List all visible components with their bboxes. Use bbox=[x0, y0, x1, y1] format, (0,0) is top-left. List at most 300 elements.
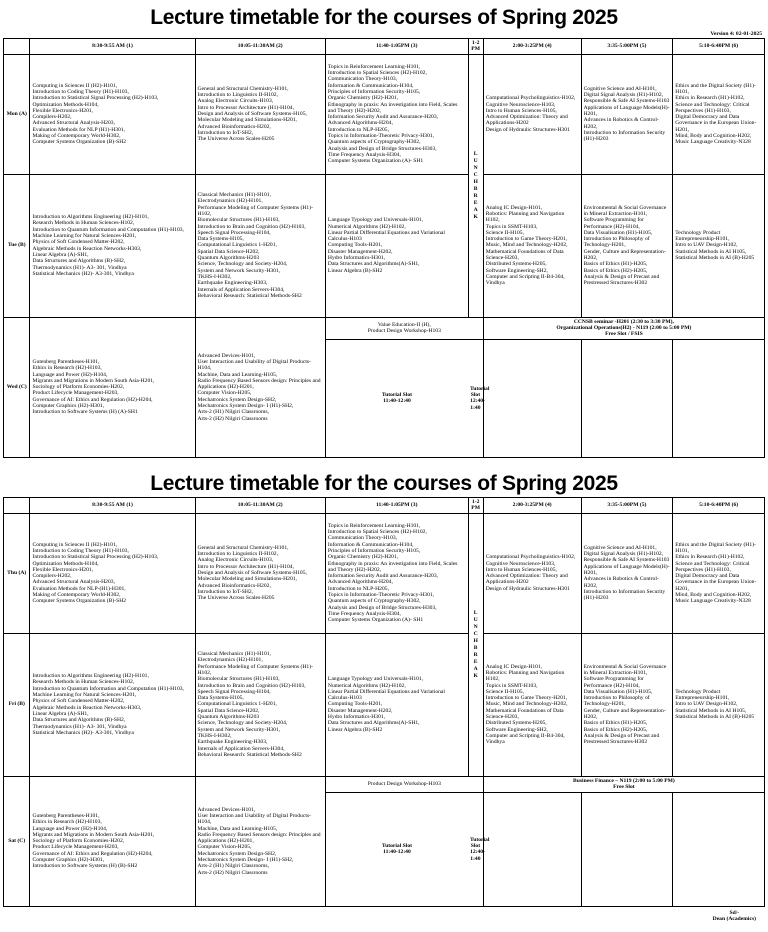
course-entry: Time Frequency Analysis-H304, bbox=[327, 152, 401, 158]
course-entry: 11:40-12:40 bbox=[383, 849, 411, 856]
course-entry: Arts-2 (H1) Nilgiri Classrooms, bbox=[197, 409, 269, 416]
course-entry: Applications of Language Models(H)-H201, bbox=[583, 104, 670, 117]
slot-header: 10:05-11:30AM (2) bbox=[195, 39, 325, 55]
course-entry: Topics in Information-Theoretic Privacy-H301, bbox=[327, 133, 435, 140]
course-entry: Principles of Information Security-H105, bbox=[327, 547, 421, 554]
empty-cell bbox=[581, 339, 673, 457]
course-entry: Performance Modeling of Computer Systems (H1)-H102, bbox=[197, 204, 313, 217]
course-entry: Statistical Mechanics (H2)- A3-301, Vindhya bbox=[32, 270, 134, 277]
course-entry: Introduction to Software Systems (H) (A)-SH1 bbox=[32, 409, 138, 416]
course-entry: Data Visualisation (H1)-H105, bbox=[583, 229, 653, 236]
slot-cell bbox=[581, 513, 673, 633]
course-entry: Computer Vision-H205, bbox=[197, 844, 252, 851]
course-entry: Design of Hydraulic Structures-H301 bbox=[485, 126, 570, 133]
course-entry: Analysis & Design of Precast and Prestressed Structures-H302 bbox=[583, 274, 660, 287]
course-entry: Introduction to Quantum Information and Computation (H1)-H103, bbox=[32, 226, 184, 233]
slot-cell bbox=[581, 174, 673, 317]
course-entry: Research Methods in Human Sciences-H102, bbox=[32, 220, 135, 227]
course-entry: Environmental & Social Governance in Mineral Extraction-H101, bbox=[583, 204, 667, 217]
course-entry: Computer Systems Organization (A)- SH1 bbox=[327, 617, 424, 624]
course-entry: Performance Modeling of Computer Systems (H1)-H102, bbox=[197, 663, 313, 676]
course-entry: Digital Signal Analysis (H1)-H102, bbox=[583, 551, 664, 558]
slot-header: 1-2 PM bbox=[468, 39, 483, 55]
course-entry: Thermodynamics (H1)- A3- 301, Vindhya bbox=[32, 264, 127, 271]
course-entry: Machine, Data and Learning-H105, bbox=[197, 825, 278, 832]
slot-header: 10:05-11:30AM (2) bbox=[195, 498, 325, 514]
course-entry: Computer and Scripting II-B4-304, Vindhya bbox=[485, 274, 565, 287]
day-label: Thu (A) bbox=[4, 513, 30, 633]
day-row bbox=[4, 633, 765, 776]
course-entry: Advanced Algorithms-H204, bbox=[327, 579, 393, 586]
course-entry: Music Language Creativity-N328 bbox=[675, 598, 751, 605]
course-entry: Thermodynamics (H1)- A3- 301, Vindhya bbox=[32, 723, 127, 730]
slot-cell bbox=[30, 174, 195, 317]
day-row bbox=[4, 174, 765, 317]
course-entry: Compilers-H202, bbox=[32, 114, 72, 121]
course-entry: Language and Power (H2)-H104, bbox=[32, 825, 108, 832]
empty-cell bbox=[673, 339, 765, 457]
course-entry: Design and Analysis of Software Systems-H105, bbox=[197, 110, 307, 117]
course-entry: Ethics in Research (H2)-H103, bbox=[32, 819, 102, 826]
course-entry: Robotics: Planning and Navigation H102, bbox=[485, 669, 565, 683]
course-entry: Ethics in Research (H1)-H102, bbox=[675, 95, 745, 102]
course-entry: Spatial Data Science-H202, bbox=[197, 707, 260, 714]
slot-cell-top bbox=[483, 317, 764, 339]
course-entry: Molecular Modeling and Simulations-H201, bbox=[197, 576, 297, 583]
course-entry: Optimization Methods-H104, bbox=[32, 101, 99, 108]
course-entry: Tutorial Slot bbox=[381, 843, 413, 849]
course-entry: Linear Algebra (A)-SH1, bbox=[32, 251, 89, 258]
course-entry: Linear Algebra (A)-SH1, bbox=[32, 710, 89, 717]
course-entry: Introduction to Information Security (H1)-H203 bbox=[583, 129, 666, 143]
day-label: Tue (B) bbox=[4, 174, 30, 317]
signature-block bbox=[713, 910, 756, 923]
course-entry: Responsible & Safe AI Systems-H103 bbox=[583, 98, 670, 105]
course-entry: TKHS-I-H302, bbox=[197, 733, 232, 740]
course-entry: Computer Systems Organization (B)-SH2 bbox=[32, 139, 127, 146]
course-entry: Analog IC Design-H101, bbox=[485, 204, 543, 211]
course-entry: Analog Electronic Circuits-H103, bbox=[197, 98, 274, 105]
course-entry: Sociology of Platform Economies-H202, bbox=[32, 838, 125, 845]
slot-cell bbox=[195, 633, 325, 776]
course-entry: Introduction to Statistical Signal Processing (H2)-H103, bbox=[32, 554, 159, 561]
course-entry: Computing Tools-H201, bbox=[327, 242, 383, 249]
course-entry: Linear Algebra (B)-SH2 bbox=[327, 726, 383, 733]
course-entry: System and Network Security-H301, bbox=[197, 267, 281, 274]
course-entry: Ethics and the Digital Society (H1)-H101, bbox=[675, 541, 756, 554]
course-entry: Analog Electronic Circuits-H103, bbox=[197, 557, 274, 564]
course-entry: Gender, Culture and Representation-H202, bbox=[583, 707, 666, 721]
course-entry: Advanced Devices-H101, bbox=[197, 352, 256, 359]
course-entry: Mechatronics System Design-SH2, bbox=[197, 850, 277, 857]
course-entry: Free Slot bbox=[613, 784, 635, 791]
course-entry: Advanced Optimization: Theory and Applications-H202 bbox=[485, 573, 568, 586]
course-entry: Tutorial Slot bbox=[381, 391, 413, 398]
course-entry: Cognitive Neuroscience-H103, bbox=[485, 560, 556, 567]
course-entry: Software Programming for Performance (H2)-H104, bbox=[583, 676, 644, 689]
slot-cell bbox=[195, 174, 325, 317]
course-entry: Computational Linguistics 1-H201, bbox=[197, 701, 277, 708]
course-entry: Introduction to NLP-H205, bbox=[327, 585, 389, 592]
course-entry: System and Network Security-H301, bbox=[197, 726, 281, 733]
course-entry: Science II-H105, bbox=[485, 229, 524, 236]
slot-cell bbox=[673, 174, 765, 317]
course-entry: General and Structural Chemistry-H101, bbox=[197, 85, 289, 92]
course-entry: Electrodynamics (H2)-H101, bbox=[197, 657, 263, 664]
timetable-1 bbox=[3, 38, 765, 458]
course-entry: Advanced Optimization: Theory and Applications-H202 bbox=[485, 114, 568, 127]
course-entry: Computing in Sciences II (H2)-H101, bbox=[32, 541, 118, 548]
course-entry: Science, Technology and Society-H204, bbox=[197, 261, 288, 268]
course-entry: Organic Chemistry (H2)-H201, bbox=[327, 95, 399, 102]
course-entry: Basics of Ethics (H1)-H205, bbox=[583, 261, 648, 268]
course-entry: Introduction to Coding Theory (H1)-H103, bbox=[32, 547, 129, 554]
course-entry: Biomolecular Structures (H1)-H103, bbox=[197, 676, 280, 683]
course-entry: Quantum Algorithms-H203 bbox=[197, 714, 260, 721]
course-entry: Analysis and Design of Bridge Structures-H303, bbox=[327, 604, 437, 611]
course-entry: Product Design Workshop-H103 bbox=[367, 328, 441, 335]
course-entry: Distributed Systems-H205, bbox=[485, 720, 547, 727]
course-entry: Cognitive Neuroscience-H103, bbox=[485, 101, 556, 108]
course-entry: Tutorial Slot bbox=[470, 385, 490, 398]
course-entry: Introduction to Spatial Sciences (H2)-H102, bbox=[327, 69, 427, 76]
course-entry: Algebraic Methods in Reaction Networks-H303, bbox=[32, 704, 142, 711]
course-entry: Computer Systems Organization (A)- SH1 bbox=[327, 158, 424, 165]
course-entry: Advances in Robotics & Control-H202, bbox=[583, 576, 659, 589]
course-entry: Physics of Soft Condensed Matter-H202, bbox=[32, 698, 125, 705]
course-entry: Behavioral Research: Statistical Methods-SH2 bbox=[197, 751, 302, 758]
course-entry: Basics of Ethics (H2)-H205, bbox=[583, 267, 648, 274]
course-entry: Linear Algebra (B)-SH2 bbox=[327, 267, 383, 274]
course-entry: Computer and Scripting II-B4-304, Vindhya bbox=[485, 733, 565, 746]
course-entry: Data Systems-H105, bbox=[197, 236, 244, 243]
course-entry: Flexible Electronics-H201, bbox=[32, 566, 94, 573]
course-entry: Data Visualisation (H1)-H105, bbox=[583, 688, 653, 695]
course-entry: Numerical Algorithms (H2)-H102, bbox=[327, 682, 406, 689]
slot-cell bbox=[483, 174, 581, 317]
course-entry: Digital Democracy and Data Governance in the European Union-H201, bbox=[675, 573, 757, 592]
course-entry: Quantum aspects of Cryptography-H302, bbox=[327, 139, 421, 146]
course-entry: Product Lifecycle Management-H203, bbox=[32, 390, 119, 397]
day-label: Mon (A) bbox=[4, 54, 30, 174]
course-entry: CCNSB seminar -H201 (2:30 to 3:30 PM), bbox=[573, 318, 674, 325]
slot-cell-top bbox=[483, 776, 764, 792]
course-entry: Free Slot / FSIS bbox=[605, 331, 643, 338]
course-entry: Communication Theory-H103, bbox=[327, 535, 398, 542]
course-entry: Mathematical Foundations of Data Science-H203, bbox=[485, 707, 564, 721]
course-entry: 12:40-1:40 bbox=[470, 398, 485, 411]
course-entry: Ethics in Research (H2)-H103, bbox=[32, 365, 102, 372]
course-entry: Data Structures and Algorithms (B)-SH2, bbox=[32, 258, 126, 265]
course-entry: Introduction to Algorithms Engineering (H2)-H101, bbox=[32, 673, 149, 680]
course-entry: Introduction to Brain and Cognition (H2)-H103, bbox=[197, 223, 306, 230]
course-entry: Science, Technology and Society-H204, bbox=[197, 720, 288, 727]
course-entry: Introduction to Spatial Sciences (H2)-H102, bbox=[327, 528, 427, 535]
course-entry: Responsible & Safe AI Systems-H103 bbox=[583, 557, 670, 564]
day-label: Wed (C) bbox=[4, 317, 30, 457]
course-entry: Introduction to NLP-H205, bbox=[327, 126, 389, 133]
course-entry: Music, Mind and Technology-H202, bbox=[485, 701, 568, 708]
course-entry: Sociology of Platform Economies-H202, bbox=[32, 384, 125, 391]
course-entry: Quantum aspects of Cryptography-H302, bbox=[327, 598, 421, 605]
course-entry: Machine, Data and Learning-H105, bbox=[197, 371, 278, 378]
slot-cell bbox=[30, 633, 195, 776]
course-entry: Machine Learning for Natural Sciences-H201, bbox=[32, 233, 137, 239]
course-entry: Gutenberg Parentheses-H101, bbox=[32, 812, 100, 819]
course-entry: Tutorial Slot bbox=[470, 836, 490, 849]
course-entry: Topics in SSMT-H103, bbox=[485, 223, 538, 230]
course-entry: Statistical Methods in AI (B)-H205 bbox=[675, 714, 755, 721]
slot-cell bbox=[325, 633, 468, 776]
slot-header: 2:00-3:25PM (4) bbox=[483, 498, 581, 514]
course-entry: Speech Signal Processing-H104, bbox=[197, 688, 271, 695]
course-entry: Product Design Workshop-H103 bbox=[367, 780, 441, 787]
slot-cell bbox=[673, 513, 765, 633]
slot-cell bbox=[673, 54, 765, 174]
tutorial-slot bbox=[325, 792, 468, 906]
course-entry: Advanced Structural Analysis-H203, bbox=[32, 579, 115, 586]
course-entry: Analysis & Design of Precast and Prestressed Structures-H302 bbox=[583, 733, 660, 746]
course-entry: User Interaction and Usability of Digital Products-H104, bbox=[197, 358, 311, 372]
course-entry: Statistical Methods in AI H105, bbox=[675, 248, 747, 255]
course-entry: Gender, Culture and Representation-H202, bbox=[583, 248, 666, 262]
course-entry: Statistical Methods in AI H105, bbox=[675, 707, 747, 714]
slot-header: 8:30-9:55 AM (1) bbox=[30, 39, 195, 55]
empty-cell bbox=[581, 792, 673, 906]
signature-title: Dean (Academics) bbox=[712, 916, 756, 923]
course-entry: Compilers-H202, bbox=[32, 573, 72, 580]
course-entry: Statistical Mechanics (H2)- A3-301, Vindhya bbox=[32, 729, 134, 736]
course-entry: Applications of Language Models(H)-H201, bbox=[583, 563, 670, 576]
course-entry: Algebraic Methods in Reaction Networks-H303, bbox=[32, 245, 142, 252]
course-entry: Music Language Creativity-N328 bbox=[675, 139, 751, 146]
course-entry: Introduction to Software Systems (H) (B)-SH2 bbox=[32, 863, 138, 870]
course-entry: Language Typology and Universals-H101, bbox=[327, 676, 424, 683]
course-entry: Principles of Information Security-H105, bbox=[327, 88, 421, 95]
slot-cell bbox=[483, 513, 581, 633]
course-entry: Arts-2 (H2) Nilgiri Classrooms bbox=[197, 869, 268, 876]
slot-cell bbox=[195, 54, 325, 174]
course-entry: Computer Graphics (H2)-H301, bbox=[32, 403, 105, 410]
course-entry: Internals of Application Servers-H304, bbox=[197, 745, 285, 752]
course-entry: Electrodynamics (H2)-H101, bbox=[197, 198, 263, 205]
course-entry: Science II-H105, bbox=[485, 688, 524, 695]
course-entry: Technology Product Entrepreneurship-H101, bbox=[675, 229, 730, 243]
empty-cell bbox=[483, 339, 581, 457]
day-row bbox=[4, 513, 765, 633]
course-entry: Topics in Reinforcement Learning-H101, bbox=[327, 63, 421, 70]
course-entry: Mind, Body and Cognition-H202, bbox=[675, 592, 752, 599]
slot-cell bbox=[325, 513, 468, 633]
course-entry: Analog IC Design-H101, bbox=[485, 663, 543, 670]
course-entry: Intro to Human Sciences-H105, bbox=[485, 107, 557, 114]
course-entry: Digital Democracy and Data Governance in the European Union-H201, bbox=[675, 114, 757, 133]
course-entry: Ethnography in praxis: An investigation into Field, Scales and Theory (H2)-H202, bbox=[327, 560, 458, 573]
slot-cell bbox=[195, 513, 325, 633]
course-entry: Software Engineering-SH2, bbox=[485, 267, 548, 274]
course-entry: Research Methods in Human Sciences-H102, bbox=[32, 679, 135, 686]
course-entry: Topics in Information-Theoretic Privacy-H301, bbox=[327, 592, 435, 599]
day-row bbox=[4, 54, 765, 174]
course-entry: Computer Vision-H205, bbox=[197, 390, 252, 397]
course-entry: Value Education-II (H), bbox=[377, 321, 431, 328]
slot-cell-top bbox=[325, 776, 483, 792]
course-entry: Radio Frequency Based Sensors design: Principles and Applications (H2)-H201, bbox=[197, 377, 321, 391]
course-entry: General and Structural Chemistry-H101, bbox=[197, 544, 289, 551]
course-entry: Language and Power (H2)-H104, bbox=[32, 371, 108, 378]
course-entry: Governance of AI: Ethics and Regulation (H2)-H204, bbox=[32, 396, 153, 403]
course-entry: Design and Analysis of Software Systems-H105, bbox=[197, 569, 307, 576]
course-entry: Introduction to Coding Theory (H1)-H103, bbox=[32, 88, 129, 95]
course-entry: Mechatronics System Design- I (H1)-SH2, bbox=[197, 857, 294, 864]
course-entry: Computer Systems Organization (B)-SH2 bbox=[32, 598, 127, 605]
course-entry: Organizational Operations(H2) - N119 (2:00 to 5:00 PM) bbox=[556, 324, 692, 331]
version-label: Version 4: 02-01-2025 bbox=[710, 31, 762, 37]
lunch-break-text: L U N C H B R E A K bbox=[473, 609, 478, 679]
course-entry: Digital Signal Analysis (H1)-H102, bbox=[583, 92, 664, 99]
course-entry: Mind, Body and Cognition-H202, bbox=[675, 133, 752, 140]
course-entry: Introduction to Linguistics II-H102, bbox=[197, 92, 278, 99]
course-entry: Numerical Algorithms (H2)-H102, bbox=[327, 223, 406, 230]
signature-sd: Sd/- bbox=[729, 910, 740, 916]
course-entry: Information & Communication-H104, bbox=[327, 541, 414, 548]
page-title-1: Lecture timetable for the courses of Spring 2025 bbox=[150, 6, 618, 29]
course-entry: Distributed Systems-H205, bbox=[485, 261, 547, 268]
day-row bbox=[4, 776, 765, 792]
header-row bbox=[4, 39, 765, 55]
course-entry: Introduction to IoT-SH2, bbox=[197, 588, 254, 595]
slot-cell bbox=[581, 633, 673, 776]
course-entry: Information & Communication-H104, bbox=[327, 82, 414, 89]
course-entry: Arts-2 (H2) Nilgiri Classrooms bbox=[197, 415, 268, 422]
course-entry: Technology Product Entrepreneurship-H101, bbox=[675, 688, 730, 702]
course-entry: Mechatronics System Design-SH2, bbox=[197, 396, 277, 403]
course-entry: Analysis and Design of Bridge Structures-H303, bbox=[327, 145, 437, 152]
slot-cell bbox=[483, 54, 581, 174]
course-entry: Introduction to Information Security (H1)-H203 bbox=[583, 588, 666, 602]
course-entry: Computational Linguistics 1-H201, bbox=[197, 242, 277, 249]
course-entry: Advanced Bioinformatics-H202, bbox=[197, 123, 271, 130]
course-entry: Optimization Methods-H104, bbox=[32, 560, 99, 567]
course-entry: Making of Contemporary World-H302, bbox=[32, 133, 121, 140]
course-entry: Ethics in Research (H1)-H102, bbox=[675, 554, 745, 561]
course-entry: Basics of Ethics (H1)-H205, bbox=[583, 720, 648, 727]
course-entry: Advanced Devices-H101, bbox=[197, 806, 256, 813]
corner-cell bbox=[4, 39, 30, 55]
course-entry: Disaster Management-H202, bbox=[327, 707, 393, 714]
course-entry: 12:40-1:40 bbox=[470, 849, 485, 862]
slot-cell-top bbox=[325, 317, 483, 339]
course-entry: Design of Hydraulic Structures-H301 bbox=[485, 585, 570, 592]
course-entry: The Universe Across Scales-H205 bbox=[197, 595, 275, 602]
course-entry: Product Lifecycle Management-H203, bbox=[32, 844, 119, 851]
course-entry: Making of Contemporary World-H302, bbox=[32, 592, 121, 599]
course-entry: Earthquake Engineering-H303, bbox=[197, 739, 268, 746]
course-entry: Advanced Structural Analysis-H203, bbox=[32, 120, 115, 127]
course-entry: Speech Signal Processing-H104, bbox=[197, 229, 271, 236]
course-entry: Topics in Reinforcement Learning-H101, bbox=[327, 522, 421, 529]
course-entry: Data Systems-H105, bbox=[197, 695, 244, 702]
course-entry: Classical Mechanics (H1)-H101, bbox=[197, 650, 271, 657]
course-entry: The Universe Across Scales-H205 bbox=[197, 136, 275, 143]
course-entry: Software Programming for Performance (H2)-H104, bbox=[583, 217, 644, 230]
course-entry: Ethics and the Digital Society (H1)-H101, bbox=[675, 82, 756, 95]
tutorial-slot bbox=[325, 339, 468, 457]
course-entry: Data Structures and Algorithms (B)-SH2, bbox=[32, 717, 126, 724]
course-entry: Machine Learning for Natural Sciences-H201, bbox=[32, 692, 137, 698]
course-entry: Software Engineering-SH2, bbox=[485, 726, 548, 733]
course-entry: Science and Technology: Critical Perspectives (H1)-H103, bbox=[675, 101, 750, 114]
course-entry: Organic Chemistry (H2)-H201, bbox=[327, 554, 399, 561]
course-entry: Disaster Management-H202, bbox=[327, 248, 393, 255]
course-entry: Hydro Informatics-H301, bbox=[327, 255, 386, 262]
course-entry: Mathematical Foundations of Data Science-H203, bbox=[485, 248, 564, 262]
course-entry: Physics of Soft Condensed Matter-H202, bbox=[32, 239, 125, 246]
tutorial-slot bbox=[468, 339, 490, 457]
course-entry: Linear Partial Differential Equations and Variational Calculus-H103 bbox=[327, 229, 445, 243]
course-entry: TKHS-I-H302, bbox=[197, 274, 232, 281]
course-entry: Classical Mechanics (H1)-H101, bbox=[197, 191, 271, 198]
course-entry: Quantum Algorithms-H203 bbox=[197, 255, 260, 262]
slot-header: 3:35-5:00PM (5) bbox=[581, 39, 673, 55]
header-row bbox=[4, 498, 765, 514]
course-entry: Topics in SSMT-H103, bbox=[485, 682, 538, 689]
course-entry: Robotics: Planning and Navigation H102, bbox=[485, 210, 565, 224]
slot-cell bbox=[673, 633, 765, 776]
course-entry: Computational Psycholinguistics-H102, bbox=[485, 554, 576, 561]
course-entry: Introduction to Game Theory-H201, bbox=[485, 695, 568, 702]
course-entry: Introduction to Game Theory-H201, bbox=[485, 236, 568, 243]
course-entry: Introduction to Quantum Information and Computation (H1)-H103, bbox=[32, 685, 184, 692]
course-entry: Earthquake Engineering-H303, bbox=[197, 280, 268, 287]
slot-header: 3:35-5:00PM (5) bbox=[581, 498, 673, 514]
day-label: Fri (B) bbox=[4, 633, 30, 776]
course-entry: Introduction to Linguistics II-H102, bbox=[197, 551, 278, 558]
slot-cell bbox=[30, 54, 195, 174]
slot-header: 8:30-9:55 AM (1) bbox=[30, 498, 195, 514]
course-entry: Spatial Data Science-H202, bbox=[197, 248, 260, 255]
course-entry: Intro to Human Sciences-H105, bbox=[485, 566, 557, 573]
course-entry: Arts-2 (H1) Nilgiri Classrooms, bbox=[197, 863, 269, 870]
course-entry: Data Structures and Algorithms(A)-SH1, bbox=[327, 720, 420, 727]
slot-cell bbox=[325, 54, 468, 174]
course-entry: Introduction to IoT-SH2, bbox=[197, 129, 254, 136]
course-entry: Intro to Processor Architecture (H1)-H104, bbox=[197, 563, 294, 570]
course-entry: Behavioral Research: Statistical Methods-SH2 bbox=[197, 292, 302, 299]
course-entry: Ethnography in praxis: An investigation into Field, Scales and Theory (H2)-H202, bbox=[327, 101, 458, 114]
day-label: Sat (C) bbox=[4, 776, 30, 906]
course-entry: Music, Mind and Technology-H202, bbox=[485, 242, 568, 249]
course-entry: Computational Psycholinguistics-H102, bbox=[485, 95, 576, 102]
course-entry: Business Finance – N119 (2:00 to 5:00 PM) bbox=[573, 777, 675, 784]
course-entry: Advances in Robotics & Control-H202, bbox=[583, 117, 659, 130]
course-entry: Introduction to Statistical Signal Processing (H2)-H103, bbox=[32, 95, 159, 102]
course-entry: Hydro Informatics-H301, bbox=[327, 714, 386, 721]
course-entry: Introduction to Brain and Cognition (H2)-H103, bbox=[197, 682, 306, 689]
course-entry: Introduction to Philosophy of Technology-H201, bbox=[583, 236, 650, 249]
course-entry: Evaluation Methods for NLP-(H1)-H301, bbox=[32, 585, 126, 592]
course-entry: Advanced Algorithms-H204, bbox=[327, 120, 393, 127]
slot-header: 11:40-1:05PM (3) bbox=[325, 498, 468, 514]
slot-header: 5:10-6:40PM (6) bbox=[673, 498, 765, 514]
course-entry: User Interaction and Usability of Digital Products-H104, bbox=[197, 812, 311, 826]
course-entry: Statistical Methods in AI (B)-H205 bbox=[675, 255, 755, 262]
slot-cell bbox=[30, 776, 195, 906]
empty-cell bbox=[673, 792, 765, 906]
course-entry: Science and Technology: Critical Perspectives (H1)-H103, bbox=[675, 560, 750, 573]
slot-header: 5:10-6:40PM (6) bbox=[673, 39, 765, 55]
lunch-break-cell bbox=[468, 513, 483, 776]
